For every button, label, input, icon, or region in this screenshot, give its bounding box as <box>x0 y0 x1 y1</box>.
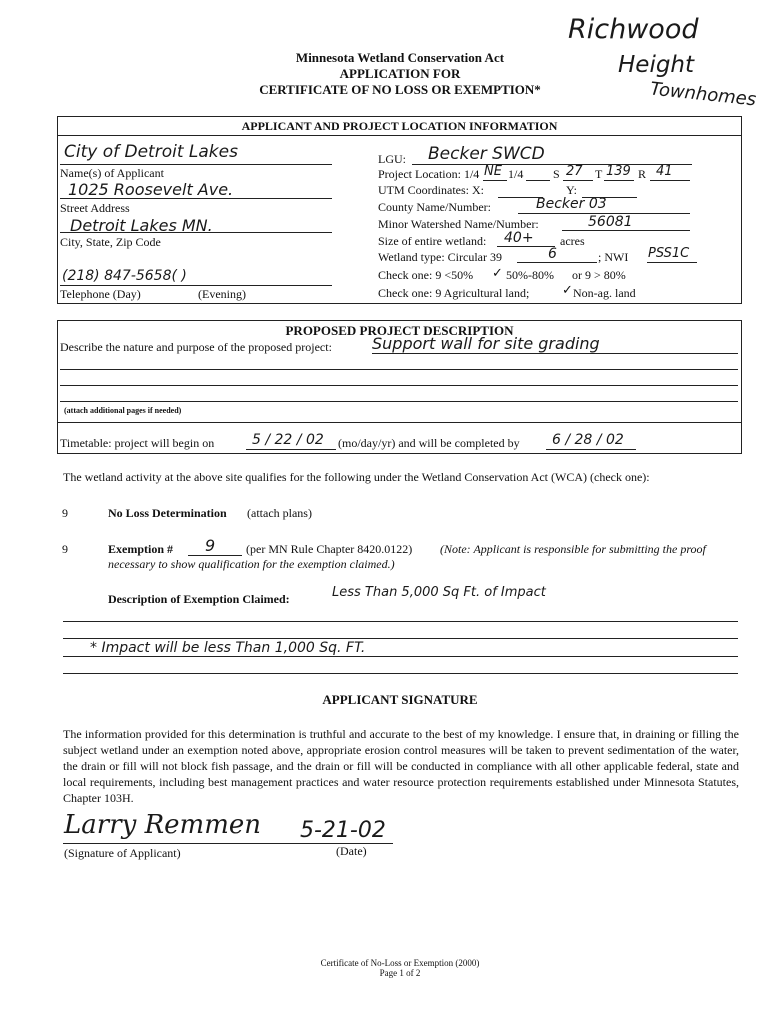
wetland-type-label: Wetland type: Circular 39 <box>378 250 502 264</box>
watershed-rule <box>562 230 690 231</box>
exemption-desc-rule-4 <box>63 673 738 674</box>
describe-rule-3 <box>60 385 738 386</box>
describe-rule-4 <box>60 401 738 402</box>
city-rule <box>60 232 332 233</box>
date-label: (Date) <box>336 844 367 858</box>
project-location-label: Project Location: 1/4 <box>378 167 480 181</box>
exemption-value[interactable]: 9 <box>205 536 216 555</box>
signature-section-title: APPLICANT SIGNATURE <box>322 692 478 707</box>
header-line3: CERTIFICATE OF NO LOSS OR EXEMPTION* <box>259 82 541 97</box>
option2-mark[interactable]: 9 <box>62 542 68 556</box>
margin-note-line3: Townhomes <box>649 78 758 111</box>
footer-line2: Page 1 of 2 <box>379 968 421 978</box>
range-rule <box>650 180 690 181</box>
city-value[interactable]: Detroit Lakes MN. <box>70 216 213 235</box>
signature-date-value[interactable]: 5-21-02 <box>300 818 386 843</box>
exemption-desc-rule-1 <box>63 621 738 622</box>
size-unit: acres <box>560 234 585 248</box>
begin-date-rule <box>246 449 336 450</box>
date-format-label: (mo/day/yr) and will be completed by <box>338 436 520 450</box>
describe-label: Describe the nature and purpose of the proposed project: <box>60 340 332 354</box>
check2-opt2: Non-ag. land <box>573 286 636 300</box>
applicant-section-title: APPLICANT AND PROJECT LOCATION INFORMATION <box>241 119 558 133</box>
certification-paragraph: The information provided for this determination is truthful and accurate to the best of my knowledge. I ensure that, in draining or filling the subject wetland under an exemption noted above, appropriate erosion control measures will be taken to prevent sedimentation of the water, the drain or fill will not block fish passage, and the drain or fill will be conducted in compliance with all other applicable federal, state and local requirements, including best management practices and water resource protection requirements established under Minnesota Statutes, Chapter 103H. <box>63 727 739 805</box>
end-date-value[interactable]: 6 / 28 / 02 <box>552 432 624 448</box>
circular-value[interactable]: 6 <box>548 246 557 262</box>
qualifies-text: The wetland activity at the above site qualifies for the following under the Wetland Conservation Act (WCA) (check one): <box>63 470 650 484</box>
range-value[interactable]: 41 <box>656 164 673 179</box>
exemption-description-label: Description of Exemption Claimed: <box>108 592 290 606</box>
county-value[interactable]: Becker 03 <box>536 196 607 212</box>
county-label: County Name/Number: <box>378 200 491 214</box>
option1-note: (attach plans) <box>247 506 312 520</box>
utm-x-label: UTM Coordinates: X: <box>378 183 484 197</box>
check1-label: Check one: 9 <50% <box>378 268 474 282</box>
option1-label: No Loss Determination <box>108 506 227 520</box>
phone-rule <box>60 285 332 286</box>
describe-rule-1 <box>372 353 738 354</box>
phone-value[interactable]: (218) 847-5658( ) <box>62 268 187 284</box>
section-value[interactable]: 27 <box>566 164 583 179</box>
exemption-label: Exemption # <box>108 542 174 556</box>
check1-checkmark-icon[interactable]: ✓ <box>492 266 503 281</box>
nwi-rule <box>647 262 697 263</box>
quarter-suffix-rule <box>526 180 550 181</box>
circular-rule <box>517 262 597 263</box>
exemption-desc-rule-3 <box>63 656 738 657</box>
form-footer <box>260 958 540 978</box>
quarter-value[interactable]: NE <box>484 164 502 179</box>
range-label: R <box>638 167 647 181</box>
size-rule <box>497 246 555 247</box>
margin-note-line1: Richwood <box>568 14 699 45</box>
township-label: T <box>595 167 603 181</box>
timetable-label: Timetable: project will begin on <box>60 436 215 450</box>
applicant-name-label: Name(s) of Applicant <box>60 166 164 180</box>
signature-label: (Signature of Applicant) <box>64 846 181 860</box>
section-label: S <box>553 167 560 181</box>
watershed-value[interactable]: 56081 <box>588 214 633 230</box>
attach-rule <box>57 422 741 423</box>
exemption-rule-text: (per MN Rule Chapter 8420.0122) <box>246 542 413 556</box>
lgu-label: LGU: <box>378 152 406 166</box>
lgu-value[interactable]: Becker SWCD <box>428 144 545 164</box>
township-rule <box>604 180 634 181</box>
applicant-title-rule <box>57 135 741 136</box>
attach-note: (attach additional pages if needed) <box>64 406 182 415</box>
end-date-rule <box>546 449 636 450</box>
nwi-value[interactable]: PSS1C <box>648 246 690 261</box>
option1-mark[interactable]: 9 <box>62 506 68 520</box>
section-rule <box>563 180 593 181</box>
city-label: City, State, Zip Code <box>60 235 161 249</box>
township-value[interactable]: 139 <box>606 164 631 179</box>
exemption-rule <box>188 555 242 556</box>
applicant-signature[interactable]: Larry Remmen <box>64 810 261 840</box>
watershed-label: Minor Watershed Name/Number: <box>378 217 539 231</box>
check2-label: Check one: 9 Agricultural land; <box>378 286 530 300</box>
exemption-note2: necessary to show qualification for the exemption claimed.) <box>108 557 395 571</box>
quarter-suffix: 1/4 <box>508 167 524 181</box>
phone-day-label: Telephone (Day) <box>60 287 141 301</box>
exemption-description-value[interactable]: Less Than 5,000 Sq Ft. of Impact <box>332 585 546 600</box>
describe-rule-2 <box>60 369 738 370</box>
check2-checkmark-icon[interactable]: ✓ <box>562 283 573 298</box>
street-value[interactable]: 1025 Roosevelt Ave. <box>68 180 234 199</box>
phone-evening-label: (Evening) <box>198 287 246 301</box>
street-label: Street Address <box>60 201 130 215</box>
margin-note-line2: Height <box>618 52 695 78</box>
begin-date-value[interactable]: 5 / 22 / 02 <box>252 432 324 448</box>
check1-opt2: 50%-80% <box>506 268 554 282</box>
size-label: Size of entire wetland: <box>378 234 487 248</box>
applicant-name-rule <box>60 164 332 165</box>
exemption-desc-rule-2 <box>63 638 738 639</box>
footer-line1: Certificate of No-Loss or Exemption (2000) <box>320 958 480 968</box>
lgu-rule <box>412 164 692 165</box>
form-header <box>180 50 620 98</box>
check1-opt3: or 9 > 80% <box>572 268 626 282</box>
impact-note[interactable]: * Impact will be less Than 1,000 Sq. FT. <box>90 640 366 656</box>
size-value[interactable]: 40+ <box>504 230 534 246</box>
project-section-title: PROPOSED PROJECT DESCRIPTION <box>285 323 514 338</box>
utm-y-label: Y: <box>566 183 577 197</box>
applicant-name-value[interactable]: City of Detroit Lakes <box>64 142 238 162</box>
describe-value[interactable]: Support wall for site grading <box>372 334 600 353</box>
street-rule <box>60 198 332 199</box>
nwi-label: ; NWI <box>598 250 629 264</box>
header-line1: Minnesota Wetland Conservation Act <box>295 50 505 65</box>
header-line2: APPLICATION FOR <box>339 66 461 81</box>
exemption-note: (Note: Applicant is responsible for submitting the proof <box>440 542 706 556</box>
quarter-rule <box>483 180 507 181</box>
